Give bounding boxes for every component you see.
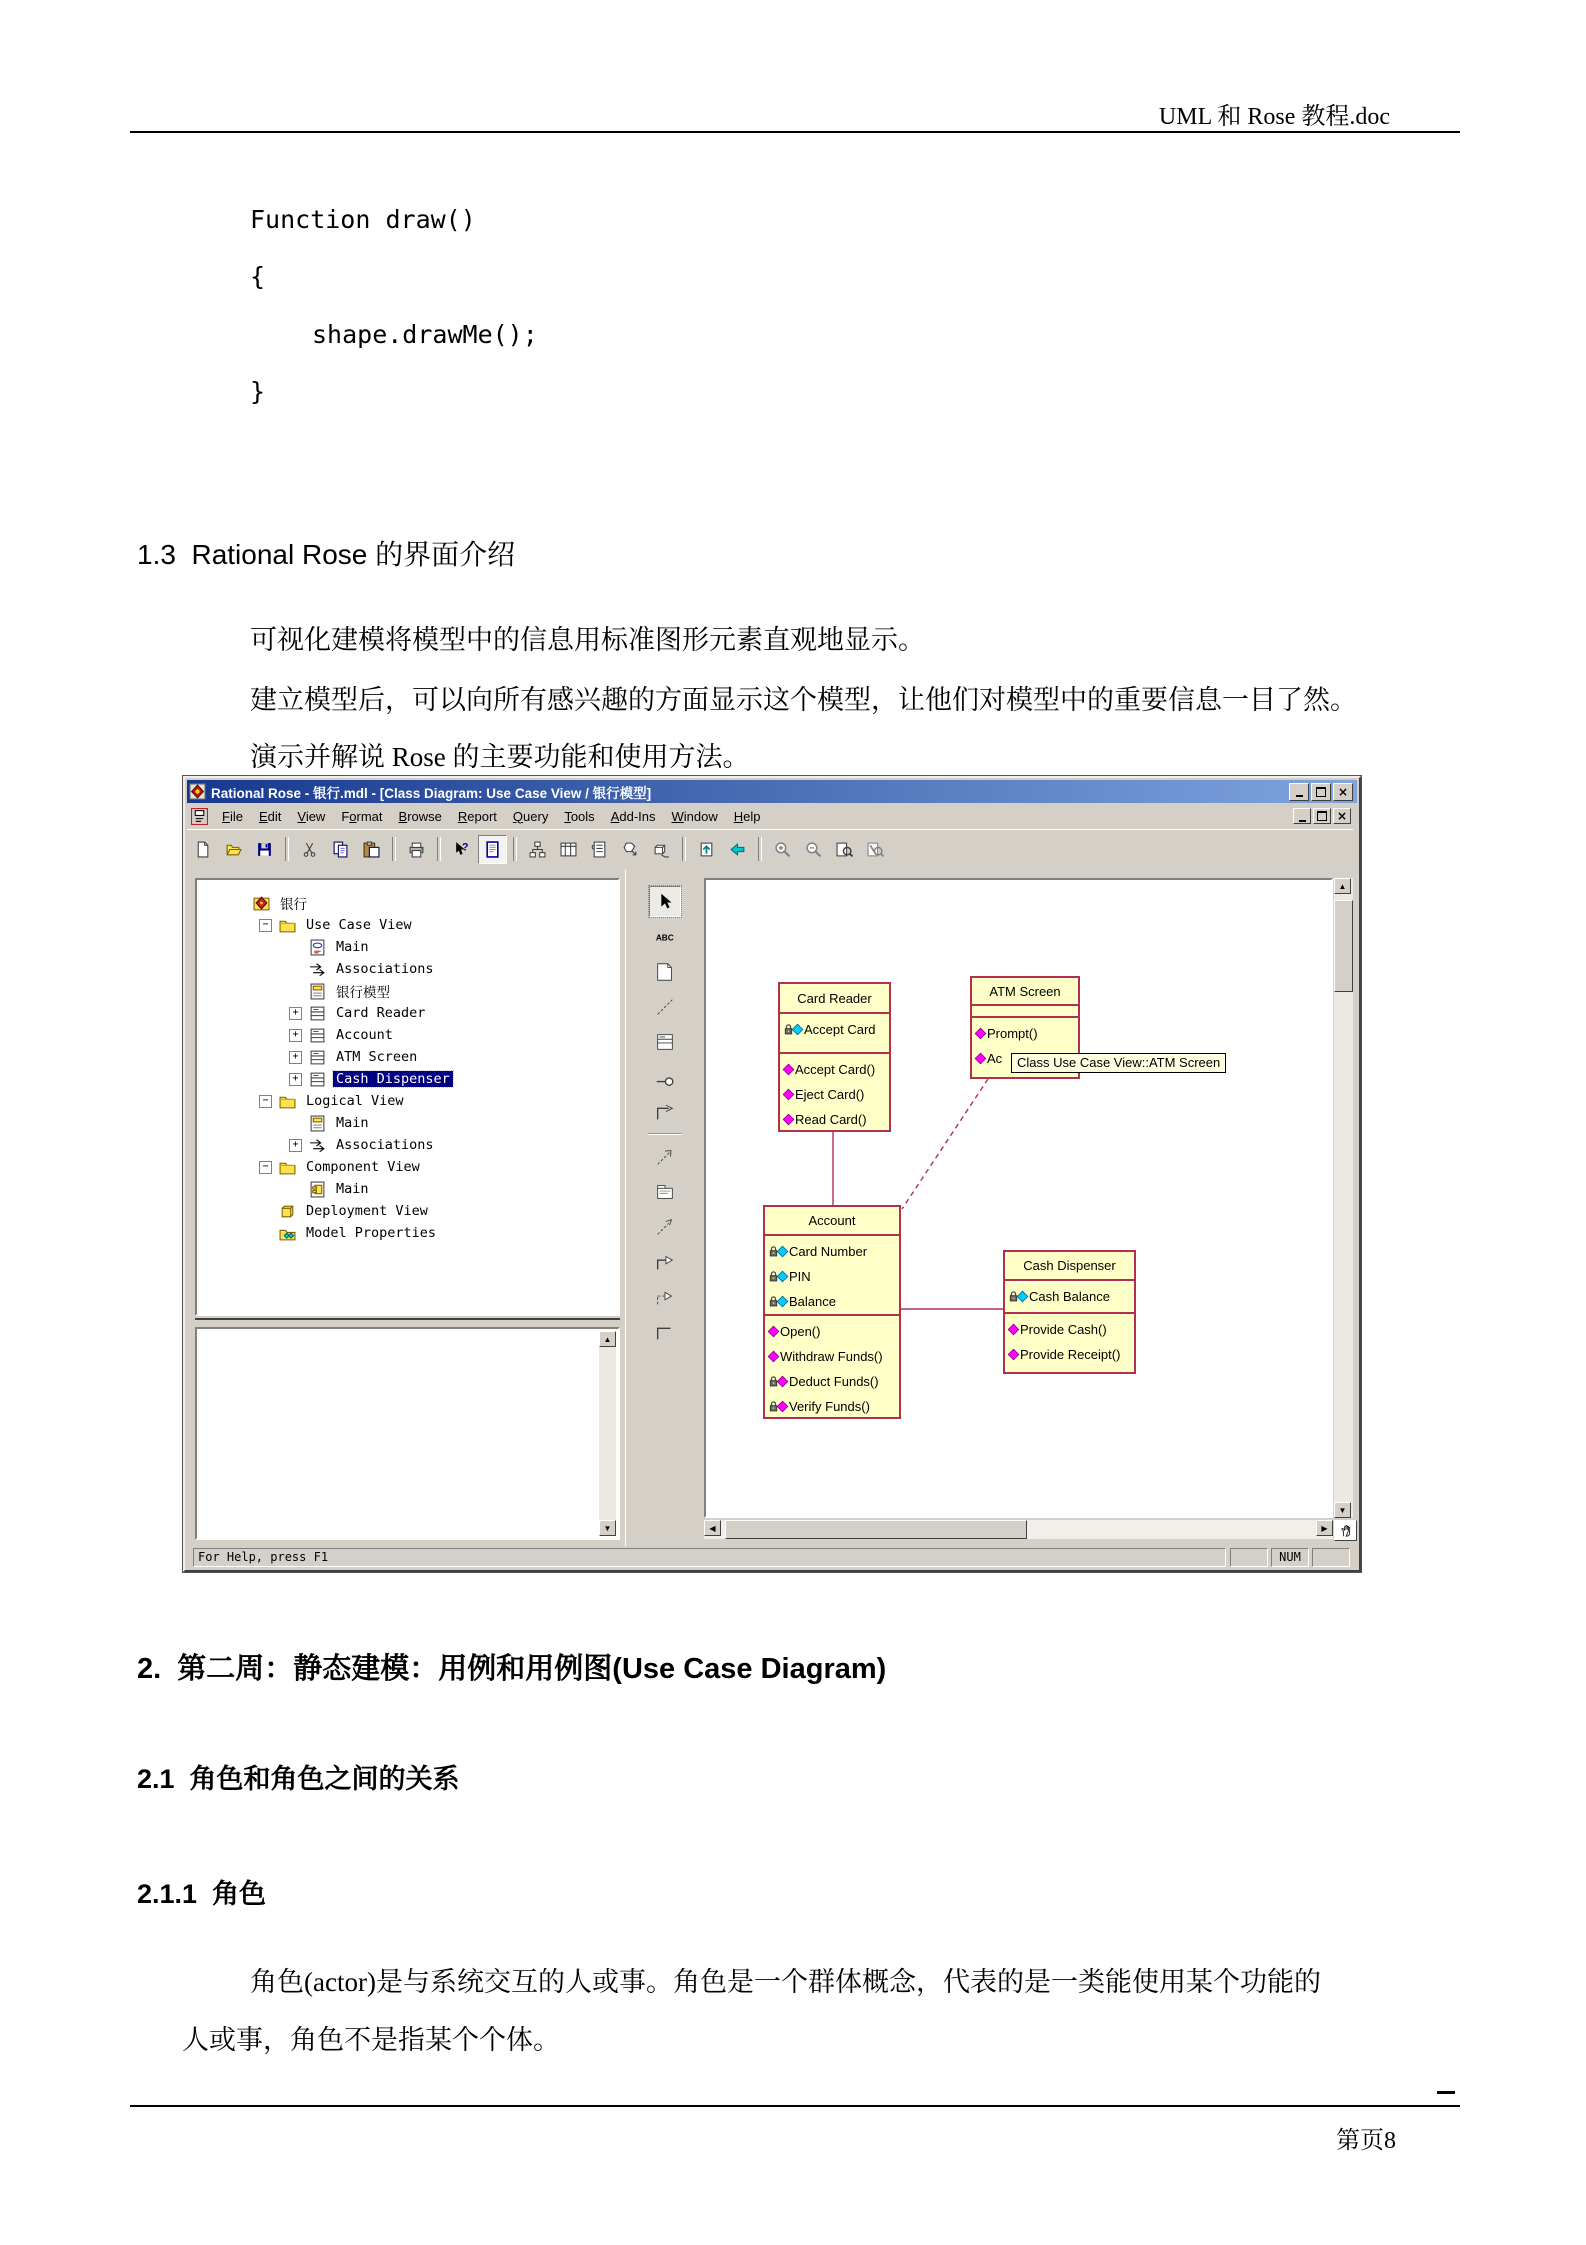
package-tool-button[interactable] bbox=[649, 1176, 681, 1207]
operation-label: Eject Card() bbox=[795, 1087, 865, 1102]
operation-row[interactable] bbox=[767, 1369, 897, 1394]
attributes-compartment bbox=[765, 1236, 899, 1316]
operation-diamond-icon bbox=[1007, 1348, 1020, 1361]
scroll-up-icon[interactable]: ▲ bbox=[1334, 878, 1351, 894]
attribute-diamond-icon bbox=[776, 1295, 789, 1308]
operation-diamond-icon bbox=[776, 1400, 789, 1413]
paste-icon bbox=[363, 841, 380, 858]
operation-label: Provide Cash() bbox=[1020, 1322, 1107, 1337]
operation-label: Provide Receipt() bbox=[1020, 1347, 1121, 1362]
class-icon bbox=[309, 1071, 326, 1088]
browse-component-diagram-icon bbox=[591, 841, 608, 858]
operation-diamond-icon bbox=[782, 1088, 795, 1101]
cut-icon bbox=[301, 841, 318, 858]
status-help-text: For Help, press F1 bbox=[193, 1548, 1226, 1567]
restore-button[interactable] bbox=[1311, 783, 1331, 801]
menu-report[interactable]: Report bbox=[457, 808, 497, 824]
browse-component-diagram-button[interactable] bbox=[585, 835, 614, 864]
context-help-icon bbox=[453, 841, 470, 858]
menu-window[interactable]: Window bbox=[671, 808, 718, 824]
class-box-account[interactable] bbox=[763, 1205, 901, 1419]
vertical-scroll-thumb[interactable] bbox=[1334, 900, 1353, 992]
class-box-cash-dispenser[interactable] bbox=[1003, 1250, 1136, 1374]
operation-row[interactable] bbox=[767, 1344, 897, 1369]
tree-item-label: Cash Dispenser bbox=[333, 1071, 453, 1087]
heading-1-3: 1.3 Rational Rose 的界面介绍 bbox=[137, 539, 516, 570]
operation-diamond-icon bbox=[782, 1063, 795, 1076]
model-browser-tree bbox=[195, 878, 620, 1316]
new-file-icon bbox=[194, 841, 211, 858]
unidirectional-association-icon bbox=[654, 1101, 676, 1123]
close-button[interactable] bbox=[1333, 783, 1353, 801]
tree-item-label: Component View bbox=[306, 1159, 420, 1175]
class-icon bbox=[654, 1031, 676, 1053]
scroll-right-icon[interactable]: ▶ bbox=[1316, 1520, 1333, 1536]
text-box-tool-button[interactable] bbox=[649, 921, 681, 952]
class-diagram-icon bbox=[309, 983, 326, 1000]
rose-window bbox=[183, 776, 1361, 1572]
operation-diamond-icon bbox=[776, 1375, 789, 1388]
tree-item-main[interactable] bbox=[197, 936, 618, 958]
browse-previous-diagram-icon bbox=[729, 841, 746, 858]
attributes-compartment bbox=[972, 1006, 1078, 1018]
operation-diamond-icon bbox=[767, 1350, 780, 1363]
operation-label: Ac bbox=[987, 1051, 1003, 1066]
operation-row[interactable] bbox=[782, 1057, 887, 1082]
menu-query[interactable]: Query bbox=[512, 808, 549, 824]
tree-item-model-properties[interactable] bbox=[197, 1222, 618, 1244]
status-num-indicator: NUM bbox=[1271, 1548, 1309, 1567]
scroll-up-icon[interactable]: ▲ bbox=[599, 1331, 616, 1347]
operation-diamond-icon bbox=[974, 1027, 987, 1040]
print-button[interactable] bbox=[402, 835, 431, 864]
paragraph: 建立模型后，可以向所有感兴趣的方面显示这个模型，让他们对模型中的重要信息一目了然。 bbox=[250, 685, 1357, 715]
tree-item-label: Card Reader bbox=[336, 1005, 426, 1021]
menu-tools[interactable]: Tools bbox=[564, 808, 595, 824]
operation-row[interactable] bbox=[1007, 1342, 1132, 1367]
svg-text:?: ? bbox=[462, 841, 469, 854]
operation-diamond-icon bbox=[782, 1113, 795, 1126]
view-documentation-button[interactable] bbox=[478, 835, 507, 864]
tree-item-label: Model Properties bbox=[306, 1225, 437, 1241]
fit-in-window-icon bbox=[836, 841, 853, 858]
horizontal-scroll-thumb[interactable] bbox=[725, 1520, 1027, 1539]
status-cell bbox=[1230, 1548, 1268, 1567]
operation-row[interactable] bbox=[782, 1107, 887, 1132]
heading-2: 2. 第二周：静态建模：用例和用例图(Use Case Diagram) bbox=[137, 1653, 887, 1685]
menu-view[interactable]: View bbox=[297, 808, 326, 824]
tree-item-label: Main bbox=[336, 939, 369, 955]
collapse-minus-icon[interactable]: − bbox=[259, 1161, 272, 1174]
operation-diamond-icon bbox=[1007, 1323, 1020, 1336]
paste-button[interactable] bbox=[357, 835, 386, 864]
class-icon bbox=[309, 1005, 326, 1022]
operation-label: Open() bbox=[780, 1324, 821, 1339]
interface-icon bbox=[654, 1066, 676, 1088]
documentation-scrollbar[interactable] bbox=[599, 1331, 616, 1536]
diagram-toolbox bbox=[625, 870, 703, 1546]
browse-deployment-diagram-button[interactable] bbox=[647, 835, 676, 864]
anchor-note-to-item-icon bbox=[654, 996, 676, 1018]
association-icon bbox=[309, 1137, 326, 1154]
deployment-icon bbox=[279, 1203, 296, 1220]
browse-interaction-diagram-icon bbox=[560, 841, 577, 858]
print-icon bbox=[408, 841, 425, 858]
tree-item-label: Associations bbox=[336, 1137, 434, 1153]
tree-item-label: Main bbox=[336, 1181, 369, 1197]
tree-item-atm-screen[interactable] bbox=[197, 1046, 618, 1068]
cut-button[interactable] bbox=[295, 835, 324, 864]
attribute-label: Balance bbox=[789, 1294, 836, 1309]
realize-icon bbox=[654, 1286, 676, 1308]
browse-state-diagram-button[interactable] bbox=[616, 835, 645, 864]
page-header: UML 和 Rose 教程.doc bbox=[1158, 104, 1390, 130]
link-line-tool-button[interactable] bbox=[649, 1316, 681, 1347]
toolbar-separator bbox=[513, 837, 517, 861]
menu-file[interactable]: File bbox=[222, 808, 243, 824]
tree-item-银行[interactable] bbox=[197, 892, 618, 914]
attribute-label: PIN bbox=[789, 1269, 811, 1284]
standard-toolbar bbox=[187, 829, 1353, 868]
tree-item-component-view[interactable] bbox=[197, 1156, 618, 1178]
pan-button[interactable] bbox=[1334, 1520, 1357, 1541]
tree-item-label: Associations bbox=[336, 961, 434, 977]
page-number: 第页8 bbox=[1336, 2128, 1396, 2154]
attributes-compartment bbox=[780, 1014, 889, 1054]
tree-item-card-reader[interactable] bbox=[197, 1002, 618, 1024]
status-bar bbox=[187, 1547, 1353, 1568]
note-icon bbox=[654, 961, 676, 983]
tree-item-logical-view[interactable] bbox=[197, 1090, 618, 1112]
zoom-out-button[interactable] bbox=[799, 835, 828, 864]
paragraph: 演示并解说 Rose 的主要功能和使用方法。 bbox=[250, 742, 750, 772]
paragraph: 可视化建模将模型中的信息用标准图形元素直观地显示。 bbox=[250, 625, 925, 655]
class-name: ATM Screen bbox=[972, 978, 1078, 1006]
attribute-diamond-icon bbox=[776, 1270, 789, 1283]
close-icon: × bbox=[1337, 784, 1349, 799]
browse-interaction-diagram-button[interactable] bbox=[554, 835, 583, 864]
link-line-icon bbox=[654, 1321, 676, 1343]
code-line: Function draw() bbox=[250, 205, 476, 234]
restore-icon bbox=[1317, 811, 1327, 821]
toolbar-separator bbox=[285, 837, 289, 861]
attribute-row[interactable] bbox=[782, 1017, 887, 1042]
attribute-label: Cash Balance bbox=[1029, 1289, 1110, 1304]
tree-item-deployment-view[interactable] bbox=[197, 1200, 618, 1222]
operation-label: Deduct Funds() bbox=[789, 1374, 879, 1389]
tree-item-label: Deployment View bbox=[306, 1203, 428, 1219]
text-box-icon bbox=[654, 926, 676, 948]
operation-row[interactable] bbox=[974, 1021, 1076, 1046]
class-tool-button[interactable] bbox=[649, 1026, 681, 1057]
menu-add-ins[interactable]: Add-Ins bbox=[610, 808, 656, 824]
class-name: Cash Dispenser bbox=[1005, 1252, 1134, 1281]
restore-icon bbox=[1316, 787, 1326, 797]
class-name: Card Reader bbox=[780, 984, 889, 1014]
copy-button[interactable] bbox=[326, 835, 355, 864]
scroll-left-icon[interactable]: ◀ bbox=[704, 1520, 721, 1536]
operation-label: Accept Card() bbox=[795, 1062, 876, 1077]
operations-compartment bbox=[765, 1316, 899, 1421]
note-tool-button[interactable] bbox=[649, 956, 681, 987]
selection-arrow-icon bbox=[654, 891, 676, 913]
tree-item-associations[interactable] bbox=[197, 958, 618, 980]
undo-fit-in-window-button[interactable] bbox=[861, 835, 890, 864]
expand-plus-icon[interactable]: + bbox=[289, 1073, 302, 1086]
zoom-in-icon bbox=[774, 841, 791, 858]
copy-icon bbox=[332, 841, 349, 858]
rose-app-icon bbox=[189, 783, 206, 800]
operation-label: Withdraw Funds() bbox=[780, 1349, 883, 1364]
collapse-minus-icon[interactable]: − bbox=[259, 919, 272, 932]
minimize-button[interactable] bbox=[1289, 783, 1309, 801]
tree-item-associations[interactable] bbox=[197, 1134, 618, 1156]
minimize-icon bbox=[1296, 795, 1303, 797]
operation-row[interactable] bbox=[767, 1394, 897, 1419]
generalization-icon bbox=[654, 1251, 676, 1273]
tree-item-label: Logical View bbox=[306, 1093, 404, 1109]
toolbar-separator bbox=[392, 837, 396, 861]
tree-item-use-case-view[interactable] bbox=[197, 914, 618, 936]
mdi-minimize-button[interactable] bbox=[1293, 808, 1311, 824]
menu-edit[interactable]: Edit bbox=[258, 808, 282, 824]
class-icon bbox=[309, 1049, 326, 1066]
model-icon bbox=[253, 895, 270, 912]
operation-diamond-icon bbox=[974, 1052, 987, 1065]
open-button[interactable] bbox=[219, 835, 248, 864]
operations-compartment bbox=[1005, 1314, 1134, 1376]
expand-plus-icon[interactable]: + bbox=[289, 1029, 302, 1042]
operation-diamond-icon bbox=[767, 1325, 780, 1338]
attribute-label: Accept Card bbox=[804, 1022, 876, 1037]
generalization-tool-button[interactable] bbox=[649, 1246, 681, 1277]
association-icon bbox=[309, 961, 326, 978]
toolbar-separator bbox=[682, 837, 686, 861]
usecase-diagram-icon bbox=[309, 939, 326, 956]
hand-icon bbox=[1339, 1524, 1353, 1538]
tree-item-main[interactable] bbox=[197, 1112, 618, 1134]
folder-icon bbox=[279, 1159, 296, 1176]
attribute-label: Card Number bbox=[789, 1244, 868, 1259]
mdi-restore-button[interactable] bbox=[1313, 808, 1331, 824]
zoom-out-icon bbox=[805, 841, 822, 858]
operation-label: Prompt() bbox=[987, 1026, 1038, 1041]
svg-text:ABC: ABC bbox=[655, 933, 674, 943]
browse-class-diagram-button[interactable] bbox=[523, 835, 552, 864]
horizontal-scrollbar[interactable] bbox=[704, 1520, 1333, 1539]
context-help-button[interactable] bbox=[447, 835, 476, 864]
interface-tool-button[interactable] bbox=[649, 1061, 681, 1092]
collapse-minus-icon[interactable]: − bbox=[259, 1095, 272, 1108]
attribute-row[interactable] bbox=[1007, 1284, 1132, 1309]
palette-separator bbox=[648, 1133, 682, 1135]
instantiates-tool-button[interactable] bbox=[649, 1211, 681, 1242]
instantiates-icon bbox=[654, 1216, 676, 1238]
vertical-scrollbar[interactable] bbox=[1334, 878, 1353, 1518]
class-tooltip: Class Use Case View::ATM Screen bbox=[1011, 1053, 1226, 1073]
attribute-row[interactable] bbox=[767, 1289, 897, 1314]
folder-icon bbox=[279, 1093, 296, 1110]
anchor-note-to-item-tool-button[interactable] bbox=[649, 991, 681, 1022]
browse-class-diagram-icon bbox=[529, 841, 546, 858]
operation-row[interactable] bbox=[782, 1082, 887, 1107]
view-documentation-icon bbox=[484, 841, 501, 858]
header-rule bbox=[130, 131, 1460, 133]
attribute-row[interactable] bbox=[767, 1264, 897, 1289]
documentation-panel[interactable] bbox=[195, 1327, 620, 1540]
unidirectional-association-tool-button[interactable] bbox=[649, 1096, 681, 1127]
menu-format[interactable]: Format bbox=[341, 808, 383, 824]
browse-parent-button[interactable] bbox=[692, 835, 721, 864]
operation-label: Verify Funds() bbox=[789, 1399, 870, 1414]
browse-parent-icon bbox=[698, 841, 715, 858]
code-line: shape.drawMe(); bbox=[312, 320, 538, 349]
mdi-child-icon[interactable] bbox=[191, 808, 208, 825]
expand-plus-icon[interactable]: + bbox=[289, 1051, 302, 1064]
dependency-or-instantiates-icon bbox=[654, 1146, 676, 1168]
tree-item-label: ATM Screen bbox=[336, 1049, 418, 1065]
component-diagram-icon bbox=[309, 1181, 326, 1198]
attributes-compartment bbox=[1005, 1281, 1134, 1314]
heading-2-1: 2.1 角色和角色之间的关系 bbox=[137, 1764, 460, 1794]
save-icon bbox=[256, 841, 273, 858]
folder-icon bbox=[279, 917, 296, 934]
minimize-icon bbox=[1299, 820, 1306, 822]
status-cell bbox=[1312, 1548, 1350, 1567]
open-icon bbox=[225, 841, 242, 858]
browse-state-diagram-icon bbox=[622, 841, 639, 858]
class-diagram-canvas[interactable] bbox=[704, 878, 1333, 1518]
selection-arrow-tool-button[interactable] bbox=[649, 886, 681, 917]
class-diagram-icon bbox=[309, 1115, 326, 1132]
operation-label: Read Card() bbox=[795, 1112, 867, 1127]
tree-item-label: 银行模型 bbox=[336, 985, 390, 1001]
menu-help[interactable]: Help bbox=[733, 808, 761, 824]
dependency-or-instantiates-tool-button[interactable] bbox=[649, 1141, 681, 1172]
scroll-down-icon[interactable]: ▼ bbox=[1334, 1502, 1351, 1518]
new-file-button[interactable] bbox=[188, 835, 217, 864]
model-properties-icon bbox=[279, 1225, 296, 1242]
save-button[interactable] bbox=[250, 835, 279, 864]
tree-item-label: Use Case View bbox=[306, 917, 412, 933]
attribute-diamond-icon bbox=[776, 1245, 789, 1258]
expand-plus-icon[interactable]: + bbox=[289, 1139, 302, 1152]
class-icon bbox=[309, 1027, 326, 1044]
operations-compartment bbox=[780, 1054, 889, 1134]
class-name: Account bbox=[765, 1207, 899, 1236]
class-box-card-reader[interactable] bbox=[778, 982, 891, 1132]
tree-item-account[interactable] bbox=[197, 1024, 618, 1046]
zoom-in-button[interactable] bbox=[768, 835, 797, 864]
browse-deployment-diagram-icon bbox=[653, 841, 670, 858]
code-line: } bbox=[250, 377, 266, 406]
footer-rule bbox=[130, 2105, 1460, 2107]
heading-2-1-1: 2.1.1 角色 bbox=[137, 1879, 267, 1909]
scroll-down-icon[interactable]: ▼ bbox=[599, 1520, 616, 1536]
operation-row[interactable] bbox=[1007, 1317, 1132, 1342]
tree-item-label: Account bbox=[336, 1027, 393, 1043]
tree-item-label: Main bbox=[336, 1115, 369, 1131]
footer-dash bbox=[1437, 2091, 1455, 2094]
package-icon bbox=[654, 1181, 676, 1203]
window-title: Rational Rose - 银行.mdl - [Class Diagram: Use Case View / 银行模型] bbox=[211, 785, 652, 801]
mdi-close-button[interactable] bbox=[1333, 808, 1351, 824]
paragraph: 角色(actor)是与系统交互的人或事。角色是一个群体概念，代表的是一类能使用某个功能的 bbox=[250, 1967, 1321, 1997]
attribute-diamond-icon bbox=[791, 1023, 804, 1036]
tree-item-main[interactable] bbox=[197, 1178, 618, 1200]
tree-item-label: 银行 bbox=[280, 897, 307, 913]
close-icon: × bbox=[1336, 809, 1348, 823]
code-line: { bbox=[250, 262, 266, 291]
window-titlebar bbox=[187, 780, 1357, 803]
attribute-diamond-icon bbox=[1016, 1290, 1029, 1303]
menu-bar bbox=[187, 804, 1353, 828]
attribute-row[interactable] bbox=[767, 1239, 897, 1264]
expand-plus-icon[interactable]: + bbox=[289, 1007, 302, 1020]
menu-browse[interactable]: Browse bbox=[398, 808, 442, 824]
tree-item-cash-dispenser[interactable] bbox=[197, 1068, 618, 1090]
realize-tool-button[interactable] bbox=[649, 1281, 681, 1312]
paragraph: 人或事，角色不是指某个个体。 bbox=[182, 2025, 560, 2055]
toolbar-separator bbox=[437, 837, 441, 861]
toolbar-separator bbox=[758, 837, 762, 861]
tree-item-银行模型[interactable] bbox=[197, 980, 618, 1002]
undo-fit-in-window-icon bbox=[867, 841, 884, 858]
browse-previous-diagram-button[interactable] bbox=[723, 835, 752, 864]
operation-row[interactable] bbox=[767, 1319, 897, 1344]
fit-in-window-button[interactable] bbox=[830, 835, 859, 864]
